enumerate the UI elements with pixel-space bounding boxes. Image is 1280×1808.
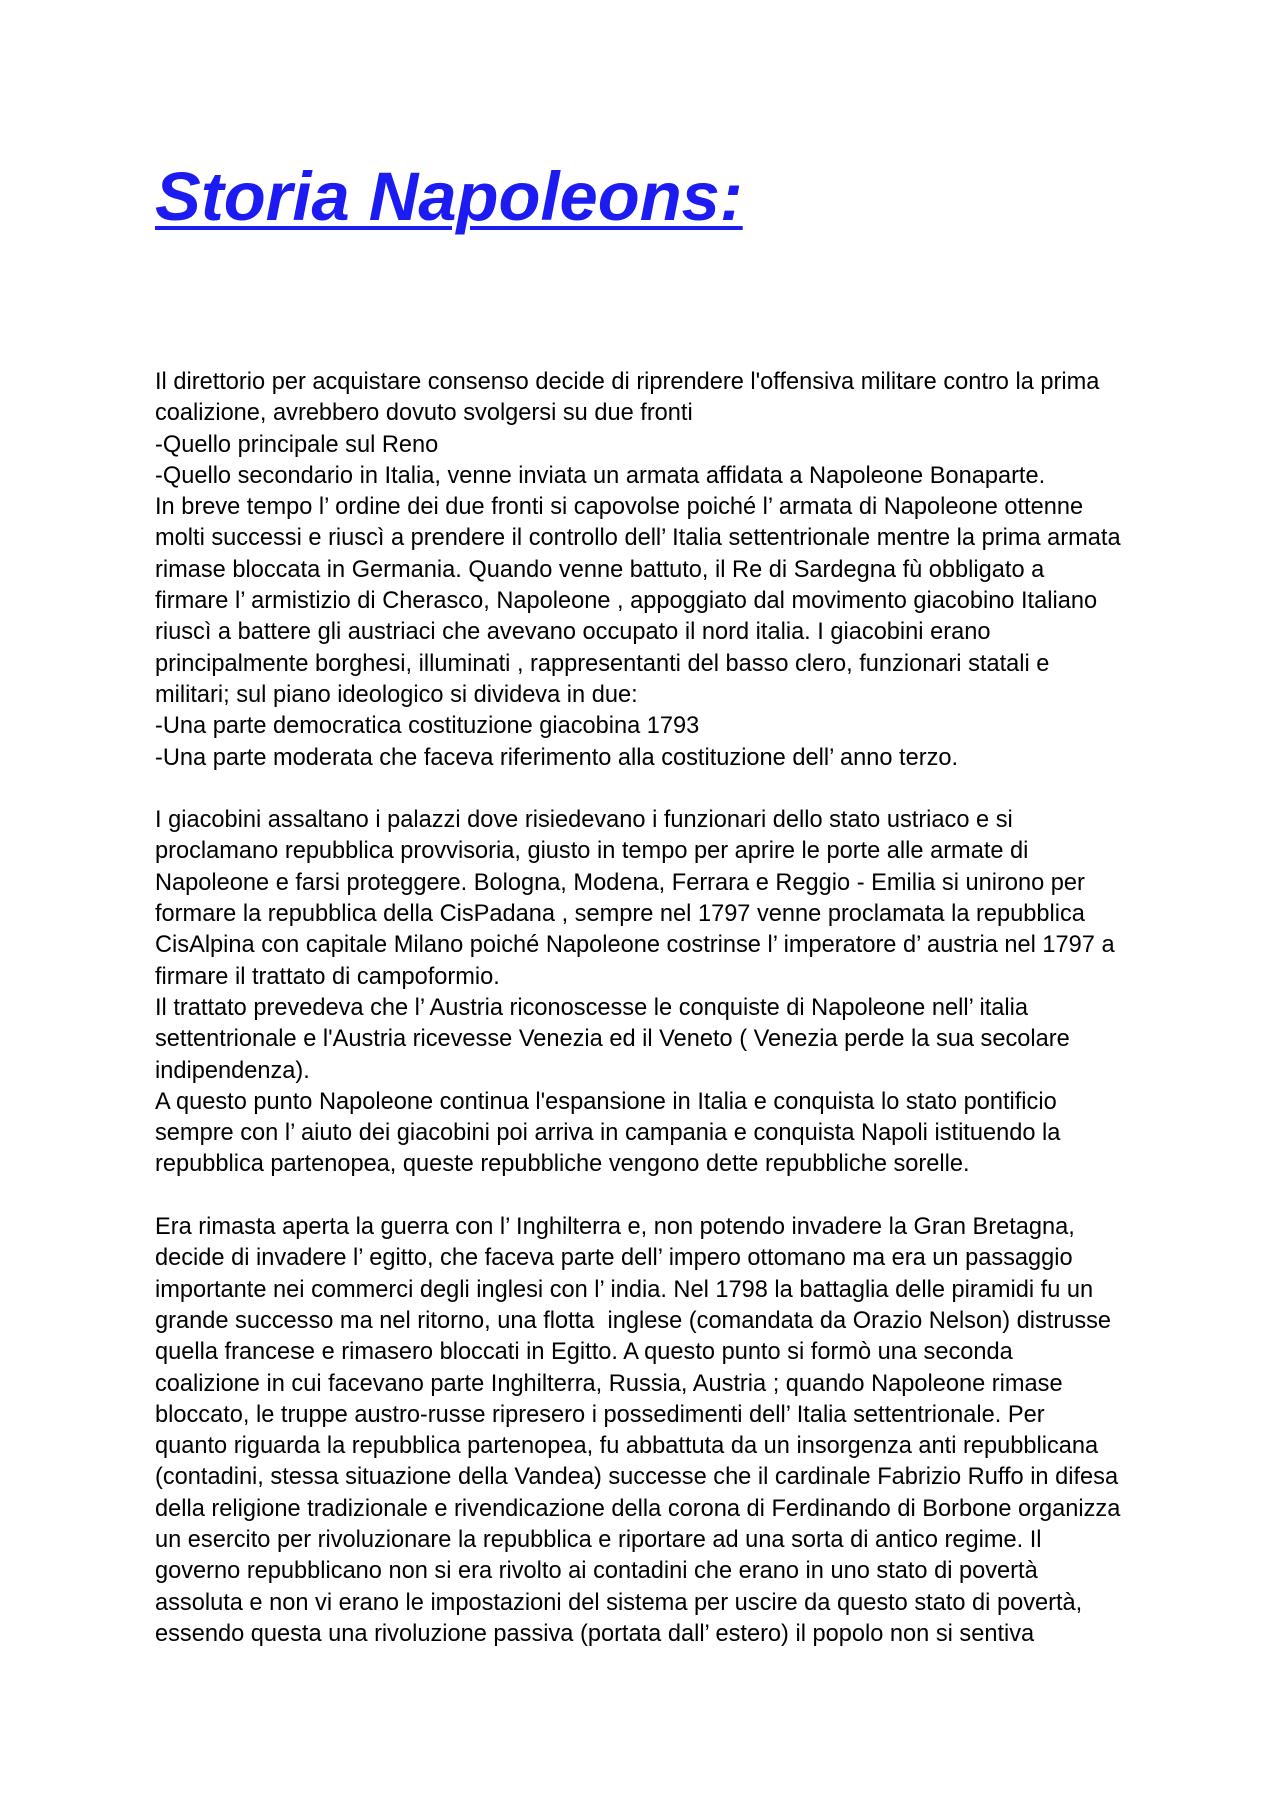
text-line: A questo punto Napoleone continua l'espansione in Italia e conquista lo stato pontificio — [155, 1088, 1057, 1115]
text-line: riuscì a battere gli austriaci che avevano occupato il nord italia. I giacobini erano — [155, 619, 991, 646]
text-line: settentrionale e l'Austria ricevesse Venezia ed il Veneto ( Venezia perde la sua secolare — [155, 1026, 1070, 1053]
text-line: CisAlpina con capitale Milano poiché Napoleone costrinse l’ imperatore d’ austria nel 1797 a — [155, 932, 1115, 959]
paragraph — [155, 805, 1121, 1181]
text-line: decide di invadere l’ egitto, che faceva parte dell’ impero ottomano ma era un passaggio — [155, 1245, 1073, 1272]
text-line: -Una parte democratica costituzione giacobina 1793 — [155, 713, 700, 740]
text-line: proclamano repubblica provvisoria, giusto in tempo per aprire le porte alle armate di — [155, 838, 1029, 865]
text-line: Il direttorio per acquistare consenso decide di riprendere l'offensiva militare contro la prima — [155, 369, 1100, 395]
text-line: sempre con l’ aiuto dei giacobini poi arriva in campania e conquista Napoli istituendo la — [155, 1120, 1061, 1147]
text-line: In breve tempo l’ ordine dei due fronti si capovolse poiché l’ armata di Napoleone ottenne — [155, 494, 1084, 521]
text-line: coalizione in cui facevano parte Inghilterra, Russia, Austria ; quando Napoleone rimase — [155, 1370, 1063, 1397]
text-line: indipendenza). — [155, 1057, 310, 1084]
text-line: quanto riguarda la repubblica partenopea, fu abbattuta da un insorgenza anti repubblicana — [155, 1433, 1099, 1460]
text-line: assoluta e non vi erano le impostazioni del sistema per uscire da questo stato di povertà, — [155, 1589, 1083, 1616]
paragraph — [155, 367, 1121, 774]
text-line: I giacobini assaltano i palazzi dove risiedevano i funzionari dello stato ustriaco e si — [155, 807, 1013, 834]
text-line: quella francese e rimasero bloccati in Egitto. A questo punto si formò una seconda — [155, 1339, 1013, 1366]
text-line: rimase bloccata in Germania. Quando venne battuto, il Re di Sardegna fù obbligato a — [155, 556, 1045, 583]
text-line: un esercito per rivoluzionare la repubblica e riportare ad una sorta di antico regime. Il — [155, 1526, 1042, 1553]
text-line: importante nei commerci degli inglesi con l’ india. Nel 1798 la battaglia delle piramidi fu un — [155, 1276, 1094, 1303]
text-line: molti successi e riuscì a prendere il controllo dell’ Italia settentrionale mentre la prima armata — [155, 525, 1121, 552]
text-line: bloccato, le truppe austro-russe ripresero i possedimenti dell’ Italia settentrionale. Per — [155, 1401, 1045, 1428]
text-line: Era rimasta aperta la guerra con l’ Inghilterra e, non potendo invadere la Gran Bretagna, — [155, 1214, 1075, 1241]
text-line: (contadini, stessa situazione della Vandea) successe che il cardinale Fabrizio Ruffo in difesa — [155, 1464, 1119, 1491]
text-line: firmare l’ armistizio di Cherasco, Napoleone , appoggiato dal movimento giacobino Italiano — [155, 588, 1098, 615]
text-line: governo repubblicano non si era rivolto ai contadini che erano in uno stato di povertà — [155, 1558, 1038, 1585]
text-line: -Quello secondario in Italia, venne inviata un armata affidata a Napoleone Bonaparte. — [155, 462, 1046, 489]
text-line: -Quello principale sul Reno — [155, 431, 439, 458]
text-line: -Una parte moderata che faceva riferimento alla costituzione dell’ anno terzo. — [155, 744, 959, 771]
text-line: essendo questa una rivoluzione passiva (portata dall’ estero) il popolo non si sentiva — [155, 1620, 1035, 1647]
text-line: repubblica partenopea, queste repubbliche vengono dette repubbliche sorelle. — [155, 1151, 970, 1178]
paragraph — [155, 1212, 1121, 1650]
text-line: firmare il trattato di campoformio. — [155, 963, 500, 990]
text-line: grande successo ma nel ritorno, una flotta inglese (comandata da Orazio Nelson) distrusse — [155, 1307, 1112, 1334]
text-line: Il trattato prevedeva che l’ Austria riconoscesse le conquiste di Napoleone nell’ italia — [155, 994, 1029, 1021]
text-line: formare la repubblica della CisPadana , sempre nel 1797 venne proclamata la repubblica — [155, 901, 1085, 928]
document-body — [155, 367, 1121, 1650]
text-line: principalmente borghesi, illuminati , rappresentanti del basso clero, funzionari statali e — [155, 650, 1050, 677]
text-line: della religione tradizionale e rivendicazione della corona di Ferdinando di Borbone organizza — [155, 1495, 1121, 1522]
text-line: Napoleone e farsi proteggere. Bologna, Modena, Ferrara e Reggio - Emilia si unirono per — [155, 869, 1085, 896]
text-line: militari; sul piano ideologico si divideva in due: — [155, 681, 638, 708]
text-line: coalizione, avrebbero dovuto svolgersi su due fronti — [155, 400, 693, 427]
page-title: Storia Napoleons: — [155, 158, 743, 235]
